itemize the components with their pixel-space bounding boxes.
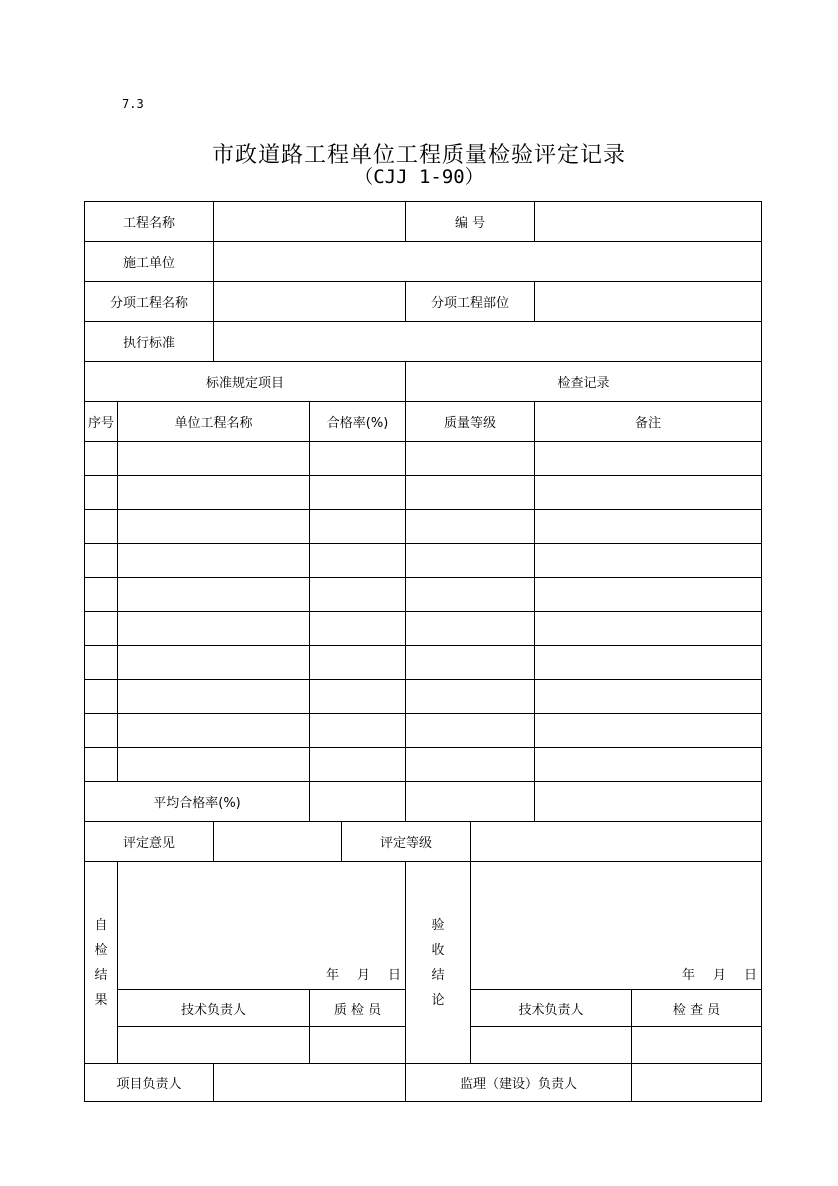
- quality-inspector-label: 质 检 员: [310, 990, 406, 1027]
- accept-tech-lead-label: 技术负责人: [471, 990, 632, 1027]
- seq-cell[interactable]: [85, 578, 118, 612]
- col-header-seq: 序号: [85, 402, 118, 442]
- pass-rate-cell[interactable]: [310, 510, 406, 544]
- seq-cell[interactable]: [85, 646, 118, 680]
- unit-name-cell[interactable]: [118, 510, 310, 544]
- unit-name-cell[interactable]: [118, 714, 310, 748]
- quality-grade-cell[interactable]: [406, 646, 535, 680]
- average-rate-label: 平均合格率(%): [85, 782, 310, 822]
- day-label: 日: [388, 968, 402, 983]
- acceptance-conclusion-label: 验 收 结 论: [406, 862, 471, 1064]
- unit-name-cell[interactable]: [118, 748, 310, 782]
- unit-name-cell[interactable]: [118, 442, 310, 476]
- supervisor-field[interactable]: [632, 1064, 762, 1102]
- project-manager-field[interactable]: [214, 1064, 406, 1102]
- table-row: [85, 646, 762, 680]
- quality-grade-cell[interactable]: [406, 544, 535, 578]
- table-row: [85, 476, 762, 510]
- pass-rate-cell[interactable]: [310, 714, 406, 748]
- acceptance-conclusion-field[interactable]: [471, 862, 762, 990]
- construction-unit-row: [85, 242, 762, 282]
- quality-inspector-signature[interactable]: [310, 1027, 406, 1064]
- quality-grade-cell[interactable]: [406, 714, 535, 748]
- form-title: 市政道路工程单位工程质量检验评定记录: [211, 143, 626, 168]
- remarks-cell[interactable]: [535, 544, 762, 578]
- evaluation-grade-field[interactable]: [471, 822, 762, 862]
- project-name-label: 工程名称: [85, 202, 214, 242]
- standard-field[interactable]: [214, 322, 762, 362]
- self-check-result-label: 自 检 结 果: [85, 862, 118, 1064]
- standard-items-header: 标准规定项目: [85, 362, 406, 402]
- seq-cell[interactable]: [85, 748, 118, 782]
- table-row: [85, 714, 762, 748]
- col-header-quality-grade: 质量等级: [406, 402, 535, 442]
- checker-label: 检 查 员: [632, 990, 762, 1027]
- unit-name-cell[interactable]: [118, 646, 310, 680]
- column-header-row: [85, 402, 762, 442]
- month-label: 月: [357, 968, 371, 983]
- year-label: 年: [682, 968, 696, 983]
- remarks-cell[interactable]: [535, 612, 762, 646]
- evaluation-form-table: [84, 201, 762, 1102]
- evaluation-grade-label: 评定等级: [342, 822, 471, 862]
- accept-tech-lead-signature[interactable]: [471, 1027, 632, 1064]
- average-rate-row: [85, 782, 762, 822]
- construction-unit-field[interactable]: [214, 242, 762, 282]
- remarks-cell[interactable]: [535, 476, 762, 510]
- remarks-cell[interactable]: [535, 680, 762, 714]
- standard-row: [85, 322, 762, 362]
- col-header-unit-name: 单位工程名称: [118, 402, 310, 442]
- pass-rate-cell[interactable]: [310, 578, 406, 612]
- quality-grade-cell[interactable]: [406, 612, 535, 646]
- self-check-result-field[interactable]: [118, 862, 406, 990]
- seq-cell[interactable]: [85, 442, 118, 476]
- table-row: [85, 748, 762, 782]
- project-name-row: [85, 202, 762, 242]
- evaluation-opinion-field[interactable]: [214, 822, 342, 862]
- pass-rate-cell[interactable]: [310, 476, 406, 510]
- evaluation-row: [85, 822, 762, 862]
- table-row: [85, 578, 762, 612]
- pass-rate-cell[interactable]: [310, 544, 406, 578]
- project-manager-label: 项目负责人: [85, 1064, 214, 1102]
- quality-grade-cell[interactable]: [406, 476, 535, 510]
- remarks-cell[interactable]: [535, 442, 762, 476]
- remarks-cell[interactable]: [535, 748, 762, 782]
- quality-grade-cell[interactable]: [406, 578, 535, 612]
- section-header-row: [85, 362, 762, 402]
- sub-project-row: [85, 282, 762, 322]
- self-tech-lead-signature[interactable]: [118, 1027, 310, 1064]
- unit-name-cell[interactable]: [118, 680, 310, 714]
- table-row: [85, 544, 762, 578]
- quality-grade-cell[interactable]: [406, 680, 535, 714]
- table-row: [85, 612, 762, 646]
- inspection-record-header: 检查记录: [406, 362, 762, 402]
- conclusion-row: [85, 862, 762, 990]
- supervisor-label: 监理（建设）负责人: [406, 1064, 632, 1102]
- self-tech-lead-label: 技术负责人: [118, 990, 310, 1027]
- day-label: 日: [744, 968, 758, 983]
- responsible-row: [85, 1064, 762, 1102]
- unit-name-cell[interactable]: [118, 476, 310, 510]
- seq-cell[interactable]: [85, 612, 118, 646]
- seq-cell[interactable]: [85, 714, 118, 748]
- number-field[interactable]: [535, 202, 762, 242]
- month-label: 月: [713, 968, 727, 983]
- quality-grade-cell[interactable]: [406, 442, 535, 476]
- remarks-cell[interactable]: [535, 646, 762, 680]
- year-label: 年: [325, 968, 339, 983]
- checker-signature[interactable]: [632, 1027, 762, 1064]
- sub-project-location-label: 分项工程部位: [406, 282, 535, 322]
- evaluation-opinion-label: 评定意见: [85, 822, 214, 862]
- remarks-cell[interactable]: [535, 510, 762, 544]
- average-grade-field[interactable]: [406, 782, 535, 822]
- construction-unit-label: 施工单位: [85, 242, 214, 282]
- section-number: 7.3: [122, 97, 144, 111]
- unit-name-cell[interactable]: [118, 612, 310, 646]
- pass-rate-cell[interactable]: [310, 442, 406, 476]
- seq-cell[interactable]: [85, 544, 118, 578]
- remarks-cell[interactable]: [535, 714, 762, 748]
- table-row: [85, 442, 762, 476]
- seq-cell[interactable]: [85, 680, 118, 714]
- sub-project-name-field[interactable]: [214, 282, 406, 322]
- standard-label: 执行标准: [85, 322, 214, 362]
- col-header-pass-rate: 合格率(%): [310, 402, 406, 442]
- table-row: [85, 510, 762, 544]
- col-header-remarks: 备注: [535, 402, 762, 442]
- average-rate-field[interactable]: [310, 782, 406, 822]
- number-label: 编 号: [406, 202, 535, 242]
- unit-name-cell[interactable]: [118, 578, 310, 612]
- table-row: [85, 680, 762, 714]
- pass-rate-cell[interactable]: [310, 680, 406, 714]
- quality-grade-cell[interactable]: [406, 510, 535, 544]
- pass-rate-cell[interactable]: [310, 612, 406, 646]
- quality-grade-cell[interactable]: [406, 748, 535, 782]
- unit-name-cell[interactable]: [118, 544, 310, 578]
- sub-project-name-label: 分项工程名称: [85, 282, 214, 322]
- remarks-cell[interactable]: [535, 578, 762, 612]
- sub-project-location-field[interactable]: [535, 282, 762, 322]
- project-name-field[interactable]: [214, 202, 406, 242]
- seq-cell[interactable]: [85, 510, 118, 544]
- pass-rate-cell[interactable]: [310, 748, 406, 782]
- pass-rate-cell[interactable]: [310, 646, 406, 680]
- seq-cell[interactable]: [85, 476, 118, 510]
- form-standard-code: （CJJ 1-90）: [354, 166, 484, 188]
- average-remarks-field[interactable]: [535, 782, 762, 822]
